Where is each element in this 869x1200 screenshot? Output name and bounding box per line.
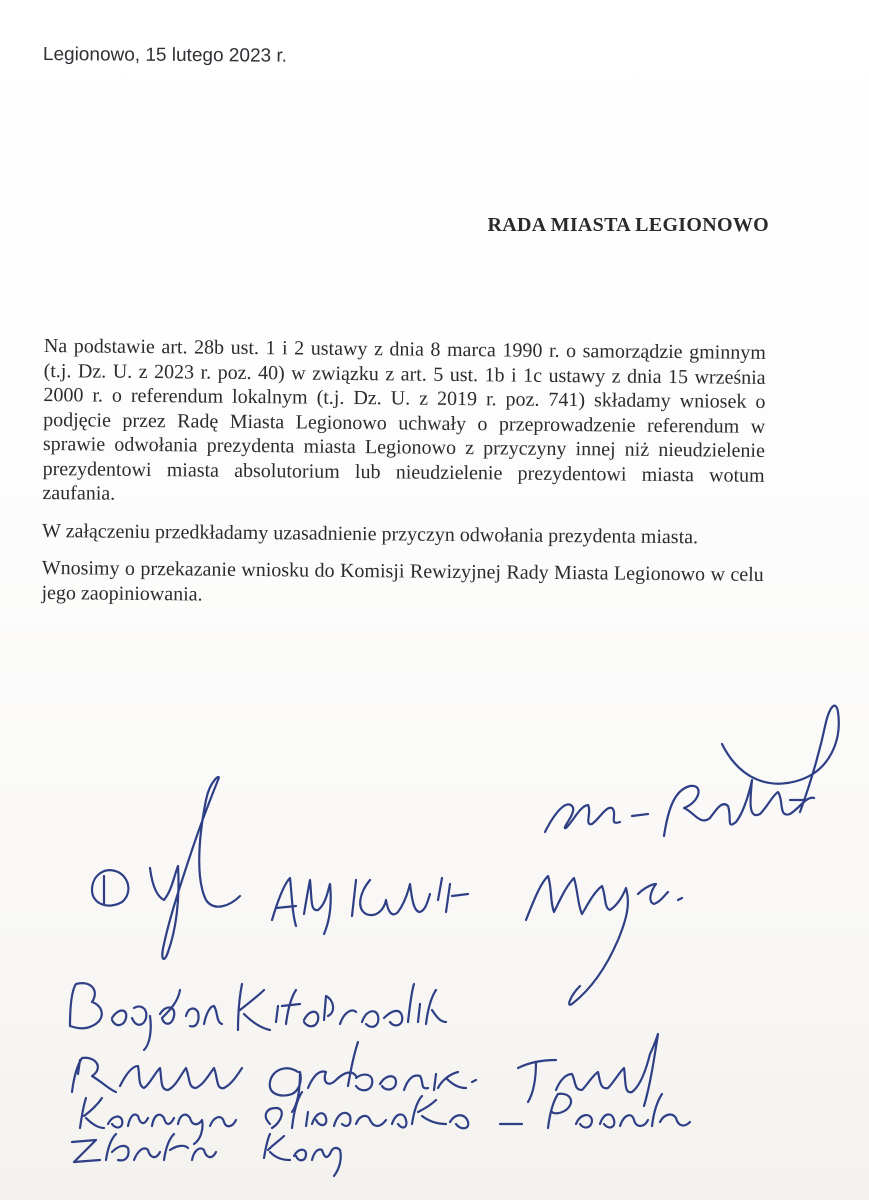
body-paragraph: Wnosimy o przekazanie wniosku do Komisji Rewizyjnej Rady Miasta Legionowo w celu jego zaopiniowania. (41, 556, 764, 606)
signature-icon (518, 1034, 658, 1106)
signature-icon (72, 1134, 341, 1176)
recipient-heading: RADA MIASTA LEGIONOWO (487, 214, 769, 236)
place-and-date: Legionowo, 15 lutego 2023 r. (42, 44, 288, 67)
signature-icon (70, 983, 446, 1050)
body-paragraph: Na podstawie art. 28b ust. 1 i 2 ustawy z dnia 8 marca 1990 r. o samorządzie gminnym (t.j. Dz. U. z 2023 r. poz. 40) w związku z art. 5 ust. 1b i 1c ustawy z dnia 15 września 2000 r. o referendum lokalnym (t.j. Dz. U. z 2019 r. poz. 741) składamy wniosek o podjęcie przez Radę Miasta Legionowo uchwały o przeprowadzenie referendum w sprawie odwołania prezydenta miasta Legionowo z przyczyny innej niż nieudzielenie prezydentowi miasta absolutorium lub nieudzielenie prezydentowi miasta wotum zaufania. (42, 334, 766, 505)
signature-icon (545, 706, 839, 836)
signature-icon (272, 878, 468, 934)
signature-icon (526, 876, 682, 1005)
signature-icon (92, 777, 240, 959)
signature-icon (72, 1042, 476, 1112)
body-paragraph: W załączeniu przedkładamy uzasadnienie przyczyn odwołania prezydenta miasta. (42, 519, 699, 548)
